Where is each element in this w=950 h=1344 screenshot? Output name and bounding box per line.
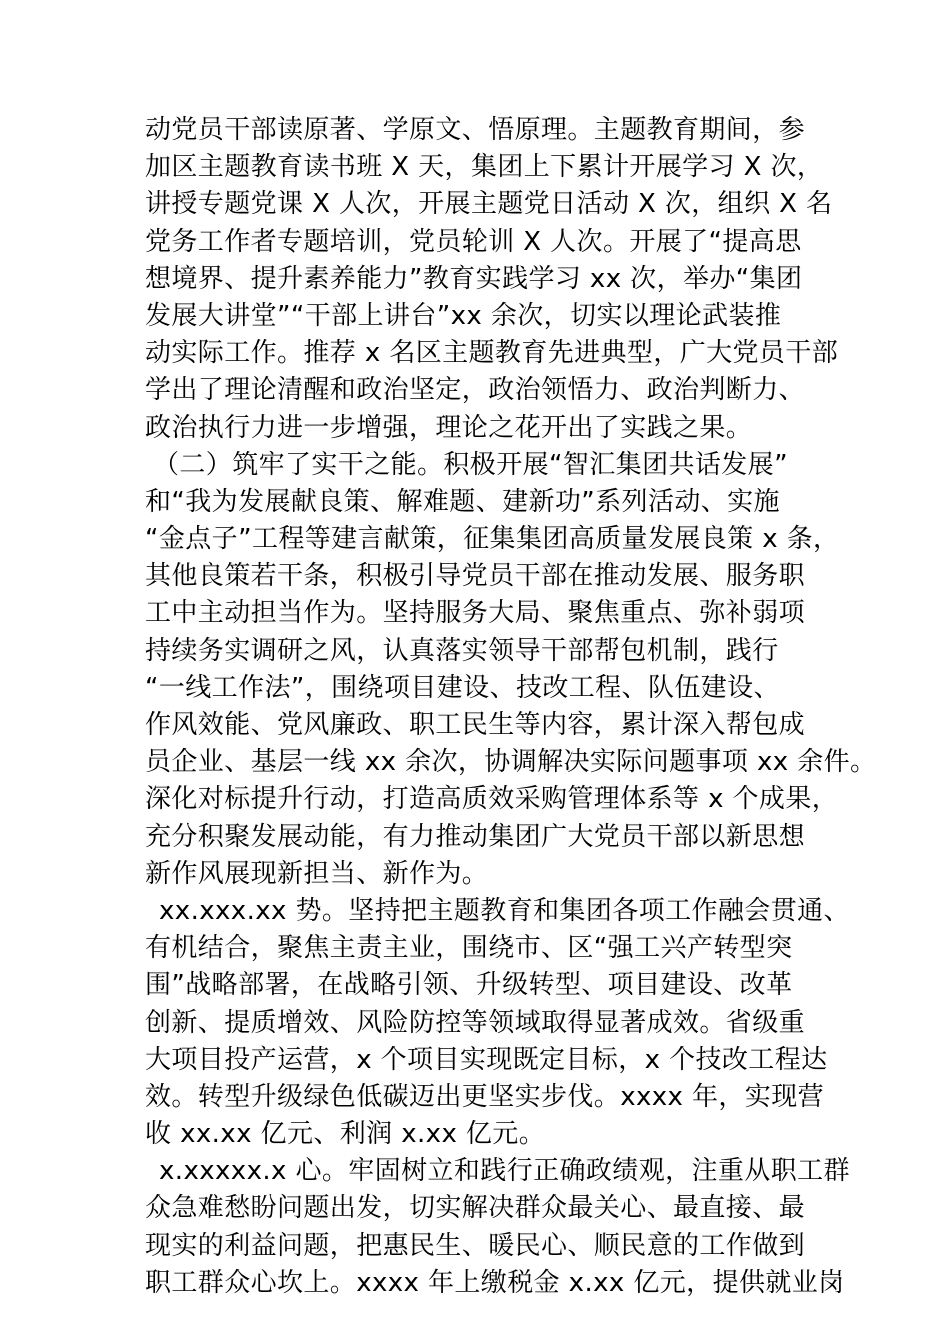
text-line: 收 xx.xx 亿元、利润 x.xx 亿元。: [145, 1119, 546, 1150]
text-line: 学出了理论清醒和政治坚定，政治领悟力、政治判断力、: [145, 375, 806, 406]
text-line: 作风效能、党风廉政、职工民生等内容，累计深入帮包成: [145, 710, 806, 740]
text-line: 众急难愁盼问题出发，切实解决群众最关心、最直接、最: [145, 1193, 806, 1224]
text-line: 效。转型升级绿色低碳迈出更坚实步伐。xxxx 年，实现营: [145, 1081, 825, 1112]
text-line: 围”战略部署，在战略引领、升级转型、项目建设、改革: [145, 970, 793, 1001]
text-line: 创新、提质增效、风险防控等领域取得显著成效。省级重: [145, 1007, 806, 1038]
text-line: 职工群众心坎上。xxxx 年上缴税金 x.xx 亿元，提供就业岗: [145, 1267, 845, 1298]
text-line: 新作风展现新担当、新作为。: [145, 858, 489, 889]
text-line: 加区主题教育读书班 X 天，集团上下累计开展学习 X 次，: [145, 152, 824, 183]
text-line: 大项目投产运营，x 个项目实现既定目标，x 个技改工程达: [145, 1044, 828, 1075]
text-line: 持续务实调研之风，认真落实领导干部帮包机制，践行: [145, 635, 779, 666]
text-line: 员企业、基层一线 xx 余次，协调解决实际问题事项 xx 余件。: [145, 747, 877, 778]
text-line: 讲授专题党课 X 人次，开展主题党日活动 X 次，组织 X 名: [145, 189, 833, 220]
text-line: 和“我为发展献良策、解难题、建新功”系列活动、实施: [145, 486, 780, 517]
text-line: 政治执行力进一步增强，理论之花开出了实践之果。: [145, 412, 753, 443]
text-line: 动党员干部读原著、学原文、悟原理。主题教育期间，参: [145, 115, 806, 145]
text-line: （二）筑牢了实干之能。积极开展“智汇集团共话发展”: [153, 449, 788, 480]
text-line: 发展大讲堂”“干部上讲台”xx 余次，切实以理论武装推: [145, 300, 782, 331]
text-line: 现实的利益问题，把惠民生、暖民心、顺民意的工作做到: [145, 1230, 806, 1261]
body-text: [145, 112, 877, 1302]
text-line: 党务工作者专题培训，党员轮训 X 人次。开展了“提高思: [145, 226, 802, 257]
text-line: 充分积聚发展动能，有力推动集团广大党员干部以新思想: [145, 821, 806, 852]
text-line: 工中主动担当作为。坚持服务大局、聚焦重点、弥补弱项: [145, 598, 806, 629]
text-line: 其他良策若干条，积极引导党员干部在推动发展、服务职: [145, 561, 806, 592]
text-line: 有机结合，聚焦主责主业，围绕市、区“强工兴产转型突: [145, 933, 793, 964]
text-line: 动实际工作。推荐 x 名区主题教育先进典型，广大党员干部: [145, 338, 839, 369]
text-line: xx.xxx.xx 势。坚持把主题教育和集团各项工作融会贯通、: [159, 895, 850, 926]
text-line: “金点子”工程等建言献策，征集集团高质量发展良策 x 条，: [145, 524, 840, 555]
text-line: “一线工作法”，围绕项目建设、技改工程、队伍建设、: [145, 672, 780, 703]
text-line: 深化对标提升行动，打造高质效采购管理体系等 x 个成果，: [145, 784, 839, 815]
text-line: x.xxxxx.x 心。牢固树立和践行正确政绩观，注重从职工群: [159, 1156, 850, 1187]
text-line: 想境界、提升素养能力”教育实践学习 xx 次，举办“集团: [145, 263, 803, 294]
